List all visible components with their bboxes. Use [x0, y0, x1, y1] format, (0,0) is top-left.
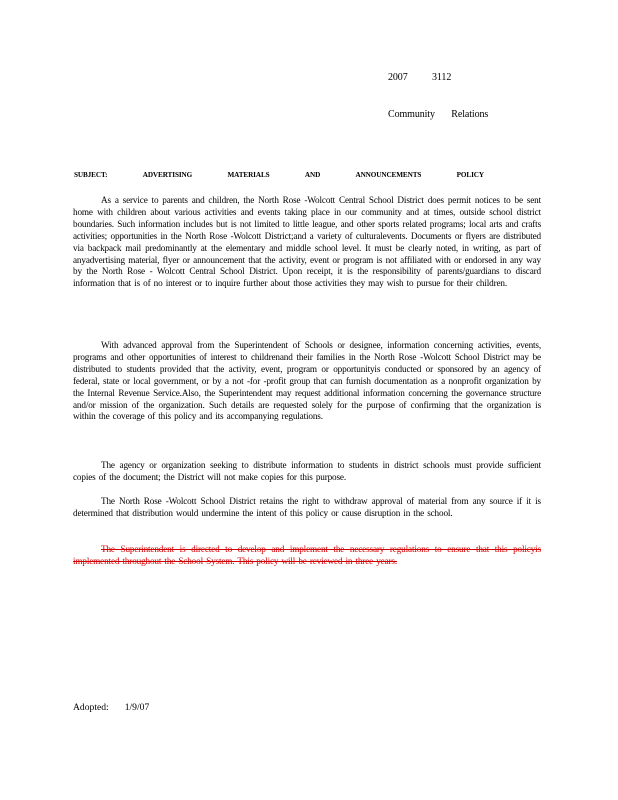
subject-word: POLICY — [456, 171, 484, 179]
paragraph-approval: With advanced approval from the Superintendent of Schools or designee, information concerning activities, events, programs and other opportunities of interest to childrenand their families in the North Rose -Wolcott School District may be distributed to students provided that the activity, event, program or opportunityis conducted or sponsored by an agency of federal, state or local government, or by a not -for -profit group that can furnish documentation as a nonprofit organization by the Internal Revenue Service.Also, the Superintendent may request additional information concerning the governance structure and/or mission of the organization. Such details are requested solely for the purpose of confirming that the organization is within the coverage of this policy and its accompanying regulations. — [73, 340, 541, 422]
subject-line — [74, 171, 484, 179]
subject-label: SUBJECT: — [74, 171, 108, 179]
paragraph-withdraw-approval: The North Rose -Wolcott School District retains the right to withdraw approval of material from any source if it is determined that distribution would undermine the intent of this policy or cause disruption in the school. — [73, 496, 541, 518]
subject-word: ANNOUNCEMENTS — [355, 171, 422, 179]
subject-word: ADVERTISING — [142, 171, 193, 179]
struck-out-paragraph: The Superintendent is directed to develop and implement the necessary regulations to ensure that this policyis implemented throughout the School System. This policy will be reviewed in three years. — [73, 544, 541, 566]
policy-section: Community Relations — [388, 109, 489, 120]
subject-word: MATERIALS — [227, 171, 270, 179]
adopted-label: Adopted: — [73, 702, 109, 713]
policy-year: 2007 — [388, 72, 408, 83]
adopted-date: 1/9/07 — [124, 702, 150, 713]
policy-number: 3112 — [432, 72, 452, 83]
subject-word: AND — [304, 171, 321, 179]
adopted-line — [73, 702, 149, 713]
paragraph-copies: The agency or organization seeking to distribute information to students in district schools must provide sufficient copies of the document; the District will not make copies for this purpose. — [73, 460, 541, 482]
paragraph-service-notices: As a service to parents and children, the North Rose -Wolcott Central School District does permit notices to be sent home with children about various activities and events taking place in our community and at times, outside school district boundaries. Such information includes but is not limited to little league, and other sports related programs; local arts and crafts activities; opportunities in the North Rose -Wolcott District;and a variety of culturalevents. Documents or flyers are distributed via backpack mail predominantly at the elementary and middle school level. It must be clearly noted, in writing, as part of anyadvertising material, flyer or announcement that the activity, event or program is not affiliated with or endorsed in any way by the North Rose - Wolcott Central School District. Upon receipt, it is the responsibility of parents/guardians to discard information that is of no interest or to inquire further about those activities they may wish to pursue for their children. — [73, 195, 541, 289]
